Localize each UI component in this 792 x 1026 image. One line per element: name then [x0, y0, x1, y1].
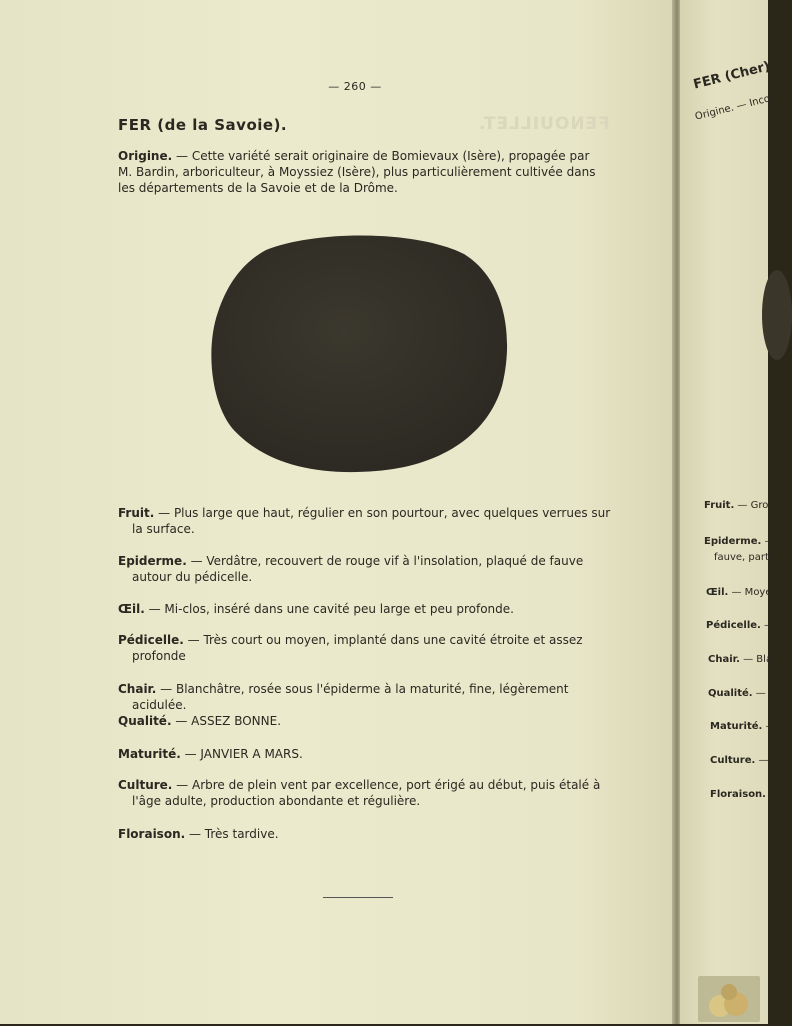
- qualite-paragraph: [118, 713, 612, 729]
- chair-label: Chair.: [118, 682, 157, 696]
- right-line-epiderme: [704, 536, 781, 547]
- maturite-label: Maturité.: [118, 747, 181, 761]
- culture-text: — Arbre de plein vent par excellence, port érigé au début, puis étalé à l'âge adulte, production abondante et régulière.: [132, 778, 601, 808]
- floraison-text: — Très tardive.: [185, 827, 279, 841]
- fruit-label: Fruit.: [118, 506, 155, 520]
- epiderme-text: — Verdâtre, recouvert de rouge vif à l'insolation, plaqué de fauve autour du pédicelle.: [132, 554, 584, 584]
- right-line-chair: [708, 654, 772, 665]
- origine-label: Origine.: [118, 149, 173, 163]
- right-floraison-text: —: [765, 789, 780, 800]
- fruit-text: — Plus large que haut, régulier en son pourtour, avec quelques verrues sur la surface.: [132, 506, 611, 536]
- right-maturite-text: —: [762, 721, 776, 732]
- culture-label: Culture.: [118, 778, 173, 792]
- right-oeil-text: — Moye: [728, 587, 772, 598]
- right-fruit-edge-icon: [762, 270, 792, 360]
- oeil-text: — Mi-clos, inséré dans une cavité peu large et peu profonde.: [144, 602, 514, 616]
- right-line-floraison: [710, 789, 779, 800]
- culture-paragraph: [118, 777, 612, 809]
- epiderme-paragraph: [118, 553, 612, 585]
- right-culture-label: Culture.: [710, 755, 756, 766]
- chair-paragraph: [118, 681, 612, 713]
- epiderme-label: Epiderme.: [118, 554, 187, 568]
- right-epiderme-cont-text: fauve, parti: [714, 552, 772, 563]
- origine-text: — Cette variété serait originaire de Bomievaux (Isère), propagée par M. Bardin, arboriculteur, à Moyssiez (Isère), plus particulièrement cultivée dans les départements de la Savoie et de la Drôme.: [118, 149, 596, 195]
- floraison-paragraph: [118, 826, 612, 842]
- qualite-label: Qualité.: [118, 714, 172, 728]
- right-fruit-text: — Gros,: [734, 500, 777, 511]
- chair-text: — Blanchâtre, rosée sous l'épiderme à la maturité, fine, légèrement acidulée.: [132, 682, 569, 712]
- right-page-origine: Origine. — Incon: [694, 91, 778, 123]
- right-line-oeil: [706, 587, 772, 598]
- right-line-maturite: [710, 721, 776, 732]
- right-page-title: FER (Cher).: [692, 57, 777, 93]
- pedicelle-text: — Très court ou moyen, implanté dans une cavité étroite et assez profonde: [132, 633, 583, 663]
- right-chair-label: Chair.: [708, 654, 740, 665]
- page-number: — 260 —: [328, 80, 382, 93]
- right-line-pedicelle: [706, 620, 781, 631]
- right-qualite-label: Qualité.: [708, 688, 753, 699]
- right-line-fruit: [704, 500, 777, 511]
- fruit-illustration: [206, 228, 512, 482]
- maturite-paragraph: [118, 746, 612, 762]
- right-culture-text: — (: [755, 755, 776, 766]
- closing-rule: [323, 897, 393, 898]
- oeil-paragraph: [118, 601, 612, 617]
- right-floraison-label: Floraison.: [710, 789, 766, 800]
- right-oeil-label: Œil.: [706, 587, 729, 598]
- pedicelle-label: Pédicelle.: [118, 633, 184, 647]
- bleed-through-title: FENOUILLET.: [478, 114, 610, 134]
- oeil-label: Œil.: [118, 602, 145, 616]
- right-chair-text: — Bla: [739, 654, 773, 665]
- right-maturite-label: Maturité.: [710, 721, 763, 732]
- fruit-paragraph: [118, 505, 612, 537]
- floraison-label: Floraison.: [118, 827, 186, 841]
- right-pedicelle-text: — (: [760, 620, 782, 631]
- watermark-logo-icon: [698, 976, 760, 1022]
- right-fruit-label: Fruit.: [704, 500, 735, 511]
- pedicelle-paragraph: [118, 632, 612, 664]
- qualite-text: — ASSEZ BONNE.: [171, 714, 282, 728]
- right-epiderme-text: — .: [761, 536, 781, 547]
- right-line-qualite: [708, 688, 776, 699]
- maturite-text: — JANVIER A MARS.: [180, 747, 303, 761]
- fruit-logo-icon: [698, 976, 760, 1022]
- origine-paragraph: [118, 148, 598, 196]
- right-line-epiderme-cont: [714, 552, 772, 563]
- page-title: FER (de la Savoie).: [118, 116, 288, 134]
- right-qualite-text: — A: [752, 688, 776, 699]
- right-page: [680, 0, 782, 1024]
- right-pedicelle-label: Pédicelle.: [706, 620, 761, 631]
- right-line-culture: [710, 755, 776, 766]
- right-epiderme-label: Epiderme.: [704, 536, 762, 547]
- fruit-silhouette-icon: [206, 228, 512, 478]
